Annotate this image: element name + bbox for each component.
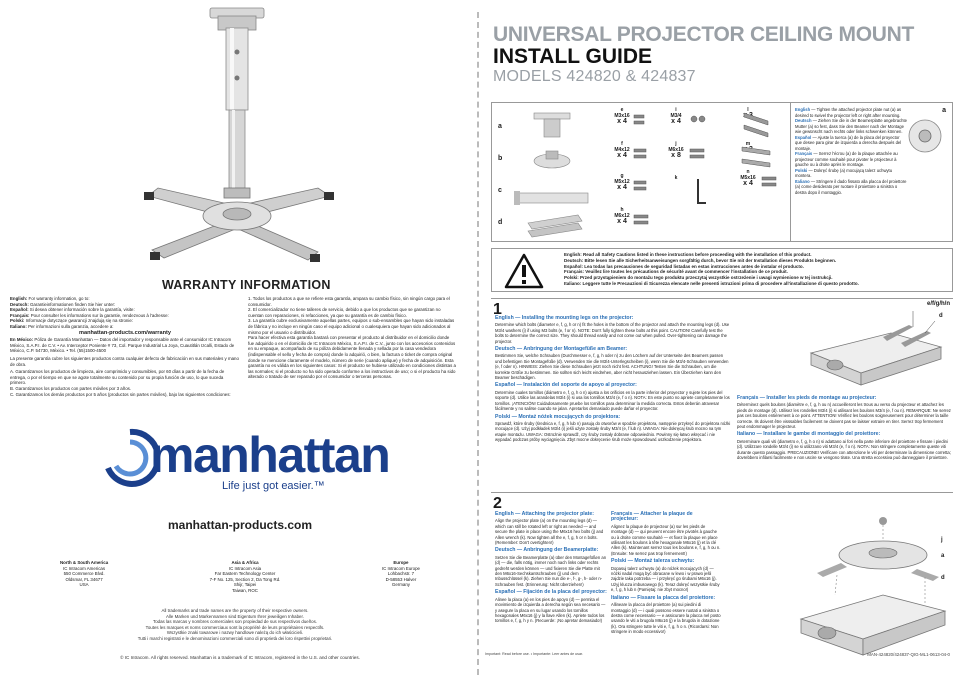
- list-item: 3. La garantía cubre exclusivamente aquellas partes, equipos o sub-ensambles que hayan sido instaladas de fábrica y no incluye en ningún caso el equipo adicional o cualesquiera que hayan sido adicionados al mismo por el usuario o distribuidor.: [248, 318, 455, 335]
- part-letter: a: [498, 123, 502, 130]
- part-e: e M3x16 x 4: [614, 107, 630, 125]
- warranty-title: WARRANTY INFORMATION: [162, 278, 331, 292]
- guide-models: MODELS 424820 & 424837: [493, 68, 696, 85]
- step-number: 1: [493, 301, 502, 318]
- screws-illustration: [632, 105, 792, 241]
- parts-list: [491, 102, 791, 242]
- list-item: 1. Todos los productos a que se refiere esta garantía, ampara su cambio físico, sin ningún cargo para el consumidor.: [248, 296, 450, 307]
- install-guide-panel: [477, 12, 954, 675]
- step-1-projector-illustration: [801, 303, 951, 391]
- part-k: k: [674, 175, 678, 181]
- list-item: A. Garantizamos los productos de limpieza, aire comprimido y consumibles, por 60 días a partir de la fecha de entrega, o por el tiempo en que se agote totalmente su contenido por su propia función de uso, lo que suceda primero.: [10, 369, 225, 386]
- figure-label: j: [941, 537, 943, 543]
- safety-line: Français: Veuillez lire toutes les précautions de sécurité avant de commencer l'installation de ce produit.: [564, 269, 788, 275]
- part-f: f M4x12 x 4: [614, 141, 630, 159]
- intro-line: Polski — Dokręć śrubę (a) mocującą talerz uchwytu montera.: [795, 167, 893, 178]
- intro-line: Italiano — Stringere il dado fissato alla placca del proiettore (a) come desiderato per ruotare il proiettore a sinistra o destra dopo il montaggio.: [795, 178, 907, 195]
- safety-line: Deutsch: Bitte lesen Sie alle Sicherheitsanweisungen sorgfältig durch, bevor Sie mit der Installation dieses Produkts beginnen.: [564, 257, 837, 263]
- step-number: 2: [493, 495, 502, 512]
- warranty-url-link[interactable]: manhattan-products.com/warranty: [78, 329, 171, 336]
- logo-wordmark: manhattan: [150, 427, 390, 483]
- mexico-coverage: La presente garantía cubre los siguientes productos contra cualquier defecto de fabricación en sus materiales y mano de obra.: [10, 355, 239, 367]
- warning-icon: [504, 253, 544, 289]
- document-code: MAN-424820/424837-QIG-ML1-0613-04-0: [867, 652, 950, 657]
- safety-line: Italiano: Leggere tutte le Precauzioni di Sicurezza elencate nelle presenti istruzioni prima di procedere all'installazione di questo prodotto.: [564, 280, 859, 286]
- intro-line: Deutsch — Ziehen Sie die in der Beamerplatte angebrachte Mutter (a) so fest, dass Sie den Beamer nach der Montage wie gewünscht nach rechts oder links schwenken können.: [795, 118, 907, 134]
- address-block: Asia & Africa IC Intracom Asia Far Eastern Technology Center 7-F No. 125, Section 2, Da Tong Rd. Shijr, Taipei Taiwan, ROC: [209, 560, 281, 593]
- part-j: j M6x16 x 8: [668, 141, 684, 159]
- safety-line: Español: Lea todas las precauciones de seguridad listadas en estas instrucciones antes de instalar el producto.: [564, 263, 804, 269]
- nut-adjust-note: [791, 102, 953, 242]
- warranty-lang-line: Deutsch: Garantieinformationen finden Sie hier unter:: [10, 301, 116, 307]
- part-letter: d: [498, 219, 503, 226]
- website-link[interactable]: manhattan-products.com: [168, 518, 313, 532]
- list-item: B. Garantizamos los productos con partes móviles por 3 años.: [10, 385, 132, 391]
- warranty-panel: [0, 0, 470, 675]
- figure-label: d: [941, 575, 945, 581]
- address-block: Europe IC Intracom Europe Lohbachstr. 7 D-58553 Halver Germany: [381, 560, 420, 588]
- warranty-terms-list: [248, 296, 456, 335]
- safety-line: Polski: Przed przystąpieniem do montażu tego produktu przeczytaj wszystkie ostrzeżenie i uwagi wymienione w tej instrukcji.: [564, 275, 833, 281]
- copyright-notice: © IC Intracom. All rights reserved. Manhattan is a trademark of IC Intracom, registered in the U.S. and other countries.: [120, 655, 360, 660]
- warranty-lang-line: Français: Pour consulter les informations sur la garantie, rendezvous à l'adresse:: [10, 312, 169, 318]
- footer-note: Important: Read before use. • Importante: Leer antes de usar.: [485, 652, 583, 656]
- warranty-info-left: [10, 296, 240, 397]
- part-h: h M6x12 x 4: [614, 207, 630, 225]
- trademark-notice: All trademarks and trade names are the property of their respective owners. Alle Marken und Markennamen sind Eigentum Ihrer jeweiligen Inhaber. Todas las marcas y nombres comerciales son propiedad de sus respectivos dueños. Toutes les marques et noms commerciaux sont la propriété de leurs propriétaires respectifs. Wszystkie znaki towarowe i nazwy handlowe należą do ich właścicieli. Tutti i marchi registrati e le denominazioni commerciali sono di proprietà dei loro rispettivi proprietari.: [137, 608, 333, 641]
- warranty-claim-text: Para hacer efectiva esta garantía bastará con presentar el producto al distribuidor en el domicilio donde fue adquirido o en el domicilio de IC Intracom México, S.A.P.I. de C.V., junto con los accesorios contenidos en su empaque, acompañado de su póliza debidamente llenada y sellada por la casa vendedora (indispensable el sello y fecha de compra) donde lo adquirió, o bien, la factura o ticket de compra original donde se mencione claramente el modelo, número de serie (cuando aplique) y fecha de adquisición. Esta garantía no es válida en los siguientes casos: Si el producto se hubiese utilizado en condiciones distintas a las normales; si el producto no ha sido operado conforme a los instructivos de uso; o si el producto ha sido alterado o tratado de ser reparado por el consumidor o terceras personas.: [248, 335, 456, 380]
- part-g: g M5x12 x 4: [614, 173, 630, 191]
- part-i: i M3/4 x 4: [670, 107, 682, 125]
- ceiling-mount-illustration: [118, 6, 358, 274]
- warranty-lang-line: Italiano: Per informazioni sulla garanzia, accedere a:: [10, 323, 114, 329]
- guide-title: UNIVERSAL PROJECTOR CEILING MOUNT: [493, 23, 915, 46]
- warranty-lang-line: English: For warranty information, go to:: [10, 296, 90, 301]
- step-2-text-col-1: English — Attaching the projector plate: Align the projector plate (a) on the mounting legs (d) — which can still be rotated left or right as needed — and secure the plate in place using the M6x16 hex bolts (j) and Allen wrench (k). Now tighten all the e, f, g, h or n bolts. (Remember: Don't overtighten!) Deutsch — Anbringung der Beamerplatte: Setzen Sie die Beamerplatte (a) über den Montagefüßen an (d) — die, falls nötig, immer noch nach links oder rechts gedreht werden können — und fixieren Sie die Platte mit den M6x16-Sechskantschrauben (j) und dem Inbusschlüssel (k). Ziehen Sie nun die e-, f-, g-, h- oder n-Schrauben fest. (Erinnerung: Nicht überziehen!) Español — Fijación de la placa del proyector: Alinee la placa (a) en los pies de apoyo (d) — permita el movimiento de izquierda a derecha según sea necesario — y asegure la placa en su lugar usando los tornillos hexagonales M6x16 (j) y la llave Allen (k). Apriete todos los tornillos e, f, g, h y n. (Recuerde: ¡No apretar demasiado!): [495, 511, 607, 624]
- list-item: 2. El comercializador no tiene talleres de servicio, debido a que los productos que se garantizan no cuentan con reparaciones, ni refacciones, ya que su garantía es de cambio físico.: [248, 307, 441, 318]
- warranty-conditions-list: [10, 369, 240, 397]
- warranty-lang-line: Español: Si desea obtener información sobre la garantía, visite:: [10, 307, 135, 313]
- figure-label: a: [941, 553, 945, 559]
- intro-line: Français — Serrez l'écrou (a) de la plaque attachée au projecteur comme souhaité pour pivoter le projecteur à gauche ou à droite après le montage.: [795, 151, 898, 167]
- warranty-info-right: [248, 296, 456, 380]
- part-letter: b: [498, 155, 503, 162]
- safety-line: English: Read all Safety Cautions listed in these instructions before proceeding with the installation of this product.: [564, 252, 812, 257]
- figure-label: a: [942, 107, 946, 114]
- part-m: m: [745, 141, 751, 147]
- part-n: n M5x16 x 4: [740, 169, 756, 187]
- logo-tagline: Life just got easier.™: [222, 480, 325, 492]
- step-1-text-col-1: English — Installing the mounting legs on the projector: Determine which bolts (diameter e, f, g, h or n) fit the holes in the bottom of the projector and attach the mounting legs (d). Use M3/4 washers (i) if using M3 bolts (e, f or n). NOTE: Don't fully tighten these bolts at this point. CAUTION! Carefully test the bolts to determine the correct size. They should thread easily and not come out when pulled. Over-tightening can damage the projector. Deutsch — Anbringung der Montagefüße am Beamer: Bestimmen Sie, welche Schrauben (Durchmesser e, f, g, h oder n) zu den Löchern auf der Unterseite des Beamers passen und befestigen Sie Montagefüße (d). Verwenden Sie die M3/4-Unterlegscheiben (i), wenn Sie die M3/4-Schrauben verwenden (e, f oder n). HINWEIS: Ziehen Sie diese Schrauben jetzt noch nicht fest. ACHTUNG! Testen Sie die Schrauben, um die korrekte Größe zu bestimmen. Sie sollten sich leicht eindrehen, aber nicht herausziehen lassen. Ein Überziehen kann den Beamer beschädigen. Español — Instalación del soporte de apoyo al proyector: Determine cuales tornillos (diámetro e, f, g, h o n) ajusta a los orificios en la parte inferior del proyector y sujete los pies del soporte (d). Utilice las arandelas M3/4 (i) si usa los tornillos M3/4 (e, f o n). NOTA: En este punto no apriete completamente los tornillos. ¡ATENCIÓN! Cuidadosamente pruebe los tornillos para determinar la medida correcta. Estos deberán atravesar fácilmente y no salirse cuando se jalan. Apretarlos demasiado puede dañar el proyector. Polski — Montaż nóżek mocujących do projektora: Sprawdź, które śruby (średnica e, f, g, h lub n) pasują do otworów w spodzie projektora, następnie przykręć do projektora nóżki mocujące (d). Użyj podkładek M3/4 (i) jeśli użyte zostały śruby M3/4 (e, f lub n). UWAGA: Nie dokręcaj śrub mocno na tym etapie montażu. UWAGA: Ostrożnie sprawdź, czy śruby zostały dobrane odpowiednio. Powinny się łatwo wkręcać i nie wypadać podczas próby wyciągnięcia. Zbyt mocne dokręcenie śrub może spowodować uszkodzenie projektora.: [495, 315, 731, 443]
- intro-line: English — Tighten the attached projector plate nut (a) as desired to swivel the projector left or right after mounting.: [795, 107, 902, 118]
- step-2-plate-illustration: [787, 503, 951, 667]
- warranty-lang-line: Polski: Informacje dotyczące gwarancji znajdują się na stronie:: [10, 318, 134, 324]
- address-block: North & South America IC Intracom Americas 550 Commerce Blvd. Oldsmar, FL 34677 USA: [60, 560, 109, 588]
- step-2: [491, 492, 953, 672]
- step-2-text-col-2: Français — Attacher la plaque de projecteur: Alignez la plaque de projecteur (a) sur les pieds de montage (d) — qui peuvent encore être pivotés à gauche ou à droite comme souhaité — et fixez la plaque en place utilisant les boulons à tête hexagonale M6x16 (j) et la clé Allen (k). Maintenant serrez tous les boulons e, f, g, h ou n. (Ensuite: Ne serrez pas trop fermement!) Polski — Montaż talerza uchwytu: Dopasuj talerz uchwytu (a) do nóżek mocujących (d) — nóżki nadal mogą być obracane w lewo i w prawo jeśli zajdzie taka potrzeba — i przykręć go śrubami M6x16 (j). Użyj klucza imbusowego (k). Teraz dokręć wszystkie śruby e, f, g, h lub n (Pamiętaj: nie zbyt mocno!) Italiano — Fissare la placca del proiettore: Allineare la placca del proiettore (a) sui piedini di montaggio (d) — i quali possono essere ruotati a sinistra o destra come necessario — e assicurare la placca nel posto usando le viti a brugola M6x16 (j) e la brugola in dotazione (k). Ora stringere tutte le viti e, f, g, h o n. (Ricordarsi: Non stringere in modo eccessivo!): [611, 511, 721, 635]
- manhattan-logo: [100, 418, 390, 503]
- parts-illustration: [508, 109, 608, 239]
- regional-addresses: [60, 560, 420, 594]
- figure-label: d: [939, 313, 943, 319]
- part-letter: c: [498, 187, 502, 194]
- intro-line: Español — Ajuste la tuerca (a) de la placa del proyector que desee para girar de izquierda a derecha después del montaje.: [795, 134, 902, 151]
- guide-subtitle: INSTALL GUIDE: [493, 45, 653, 68]
- mexico-warranty: En México: Póliza de Garantía Manhattan — Datos del importador y responsable ante el consumidor IC Intracom México, S.A.P.I. de C.V. • Av. Interceptor Poniente # 73, Col. Parque Industrial La Joya, Cuautitlán Izcalli, Estado de México, C.P. 54730, México. • Tel. (55)1500-4500: [10, 337, 235, 354]
- figure-label: e/f/g/h/n: [927, 301, 950, 307]
- part-l: l: [747, 107, 749, 113]
- step-1-text-col-2: Français — Installer les pieds de montage au projecteur: Déterminez quels boulons (diamètre e, f, g, h ou n) accueilleront les trous au verso du projecteur et attachez les pieds de montage (d). Utilisez les rondelles M3/4 (i) si utilisant les boulons M3/4 (e, f ou n). REMARQUE: Ne serrez pas ces boulons entièrement à ce point. ATTENTION! Vérifiez les boulons soigneusement pour déterminer la taille correcte. Ils doivent être visssables facilement ne doivent pas se laisser extraire en tirer. Serrez trop fermement peut endommager le projecteur. Italiano — Installare le gambe di montaggio del proiettore: Determinare quali viti (diametro e, f, g, h o n) si adattano ai fori nella parte inferiore del proiettore e fissare i piedini (d). Utilizzare rondelle M3/4 (i) se si utilizzano viti M3/4 (e, f o n). NOTA: Non stringere completamente queste viti durante questo passaggio. PRECAUZIONE! Verificare con attenzione le viti per determinare la dimensione corretta; dovrebbero infilarsi facilmente e non uscire se vengono tirate. Una stretta eccessiva può danneggiare il proiettore.: [737, 395, 951, 461]
- step-1: [491, 298, 953, 488]
- safety-caution: [491, 248, 953, 292]
- plate-nut-illustration: [906, 117, 944, 155]
- list-item: C. Garantizamos los demás productos por 5 años (productos sin partes móviles), bajo las siguientes condiciones:: [10, 391, 231, 397]
